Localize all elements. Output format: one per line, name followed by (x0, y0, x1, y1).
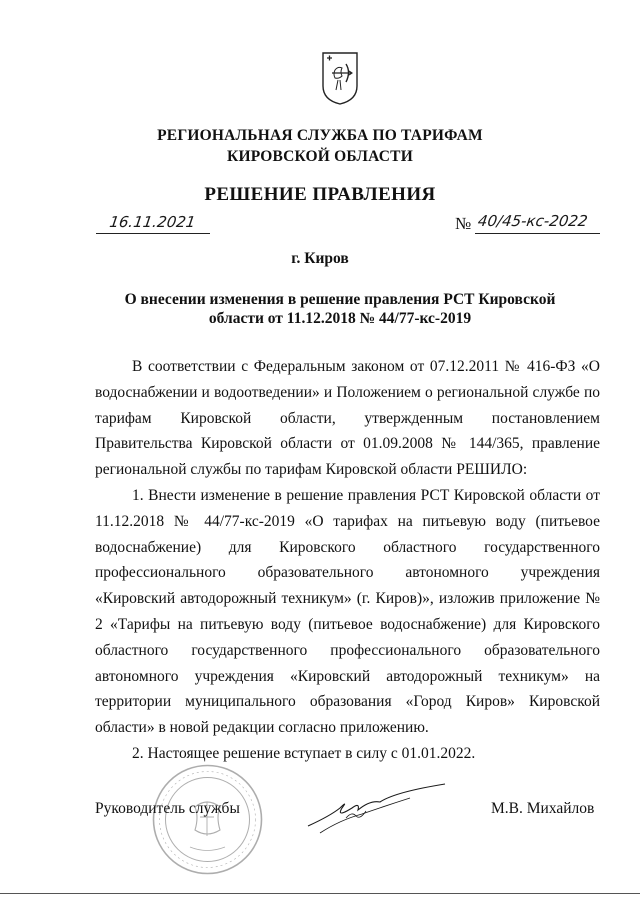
signer-role: Руководитель службы (95, 800, 240, 817)
number-underline (475, 233, 600, 234)
document-date: 16.11.2021 (108, 213, 197, 231)
document-number: 40/45-кс-2022 (476, 212, 589, 230)
handwritten-signature-icon (300, 778, 450, 838)
official-seal-icon (150, 762, 265, 877)
number-sign: № (455, 214, 472, 233)
coat-of-arms-icon (320, 50, 360, 106)
date-underline (96, 233, 210, 234)
organization-name-line2: КИРОВСКОЙ ОБЛАСТИ (227, 148, 413, 165)
preamble-paragraph: В соответствии с Федеральным законом от 07.12.2011 № 416-ФЗ «О водоснабжении и водоотведении» и Положением о региональной службе по тарифам Кировской области, утвержденным постановлением Правительства Кировской области от 01.09.2008 № 144/365, правление региональной службы по тарифам Кировской области РЕШИЛО: (95, 358, 600, 479)
document-city: г. Киров (291, 250, 349, 267)
organization-name-line1: РЕГИОНАЛЬНАЯ СЛУЖБА ПО ТАРИФАМ (157, 127, 483, 144)
item-2-paragraph: 2. Настоящее решение вступает в силу с 01.01.2022. (132, 744, 476, 762)
subject-line2: области от 11.12.2018 № 44/77-кс-2019 (208, 310, 472, 327)
document-subject (100, 290, 580, 328)
subject-line1: О внесении изменения в решение правления РСТ Кировской (124, 291, 556, 308)
item-1-paragraph: 1. Внести изменение в решение правления РСТ Кировской области от 11.12.2018 № 44/77-кс-2019 «О тарифах на питьевую воду (питьевое водоснабжение) для Кировского областного государственного профессионального образовательного автономного учреждения «Кировский автодорожный техникум» (г. Киров)», изложив приложение № 2 «Тарифы на питьевую воду (питьевое водоснабжение) для Кировского областного государственного профессионального образовательного автономного учреждения «Кировский автодорожный техникум» на территории муниципального образования «Город Киров» Кировской области» в новой редакции согласно приложению. (95, 486, 600, 737)
document-body (95, 354, 600, 767)
signer-name: М.В. Михайлов (491, 800, 595, 817)
bottom-divider (0, 893, 640, 894)
document-type-title: РЕШЕНИЕ ПРАВЛЕНИЯ (204, 184, 436, 205)
